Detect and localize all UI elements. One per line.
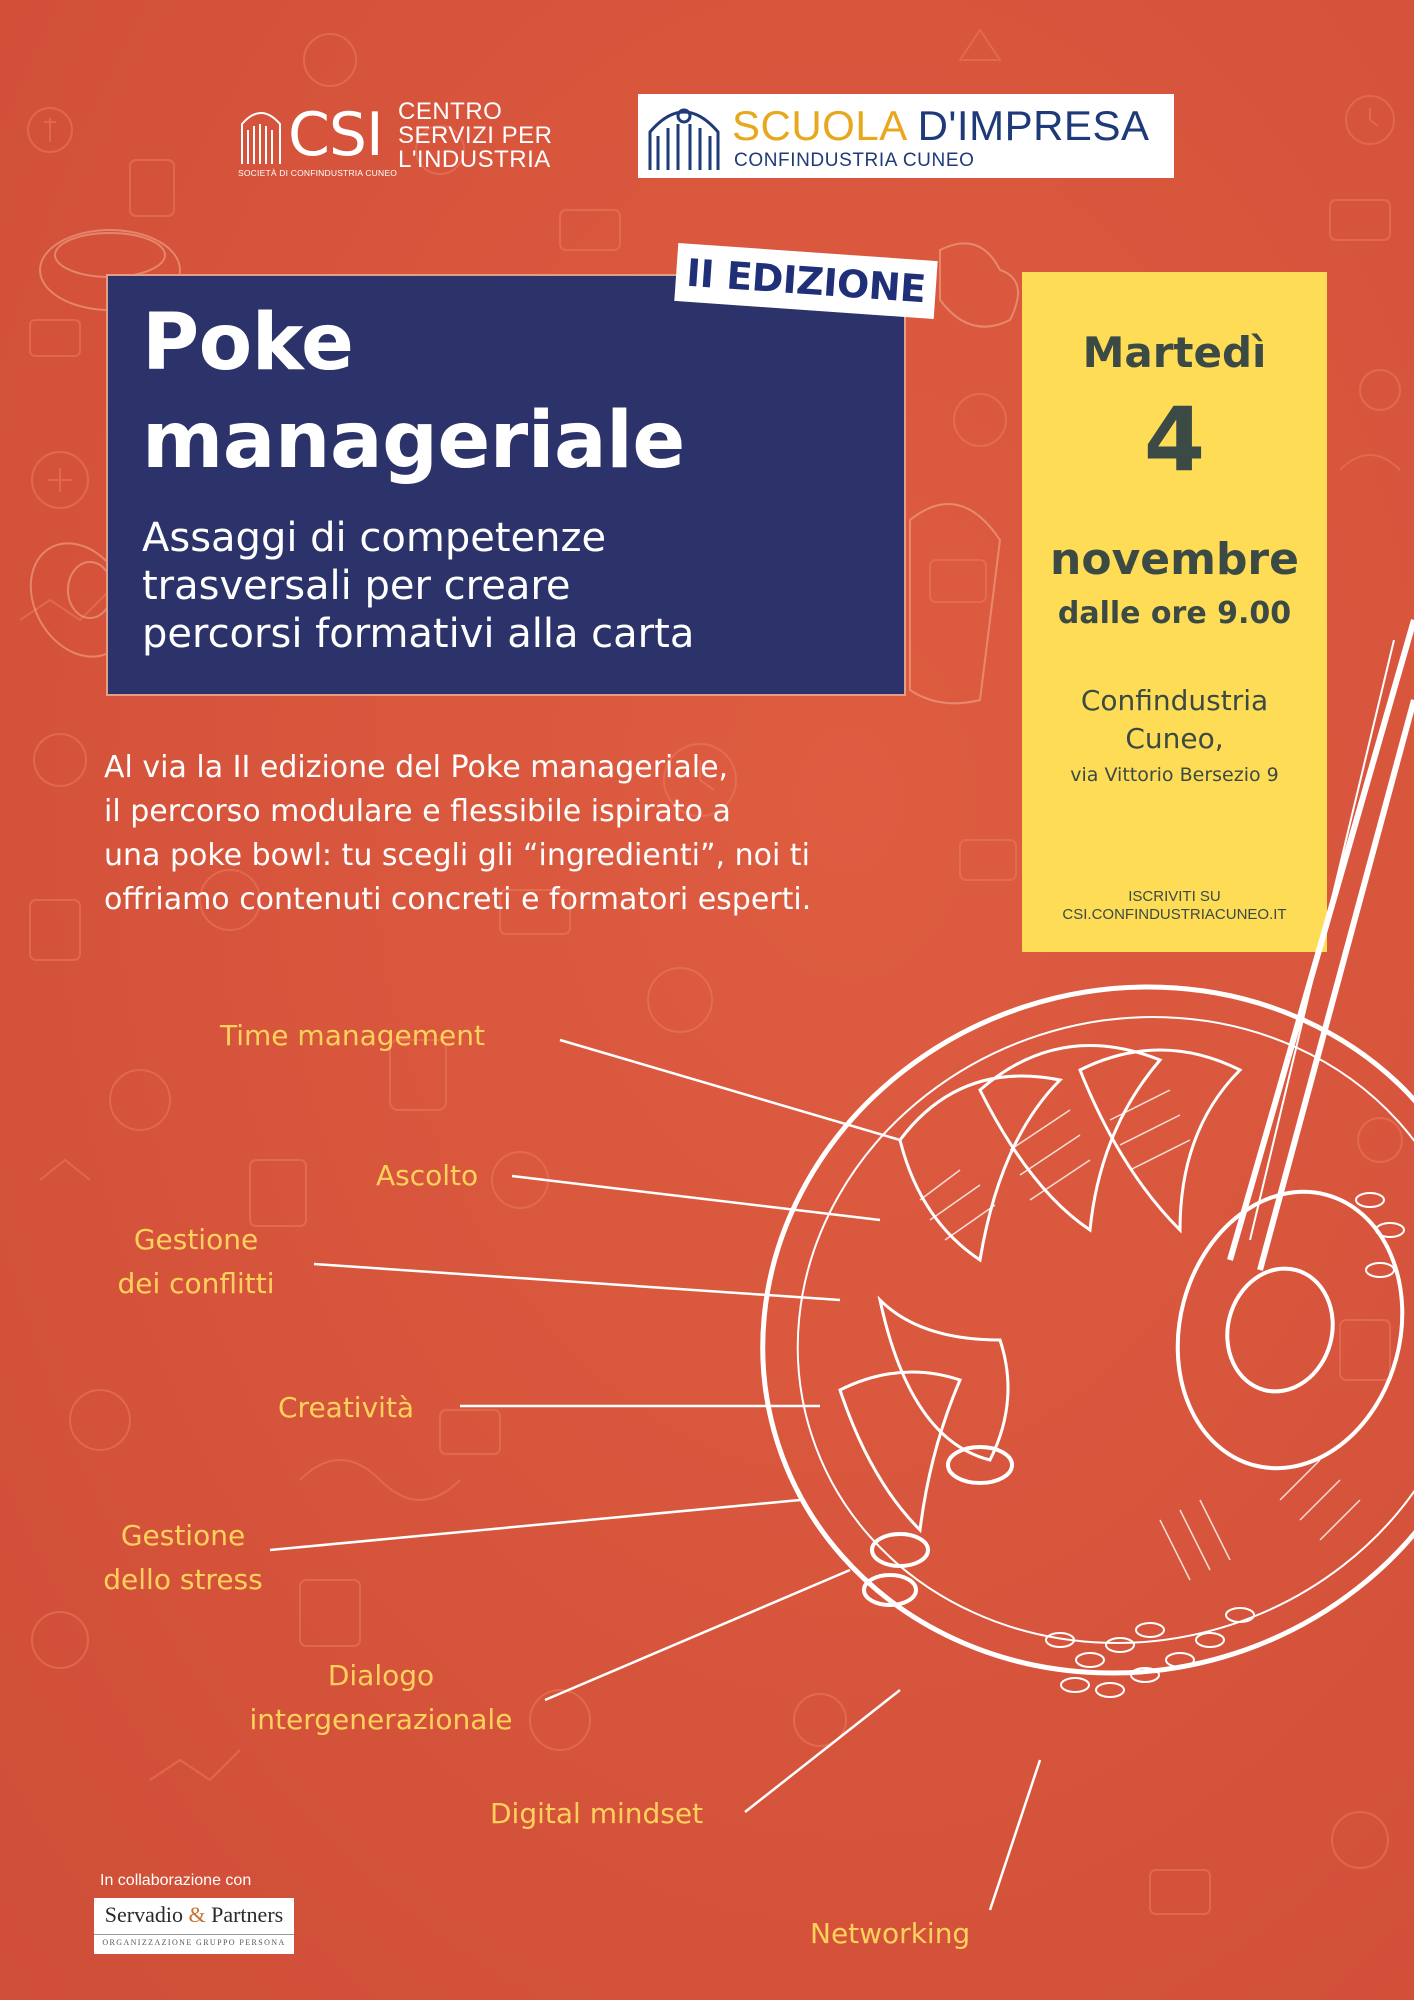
scuola-title-part: D'IMPRESA: [917, 102, 1150, 149]
intro-line: offriamo contenuti concreti e formatori esperti.: [104, 882, 812, 917]
csi-mark: CSI: [288, 100, 383, 170]
ingredient-label: Digital mindset: [490, 1797, 704, 1830]
scuola-title-part: SCUOLA: [732, 102, 918, 149]
csi-line: L'INDUSTRIA: [398, 146, 551, 173]
collab-name-part: Partners: [205, 1902, 284, 1927]
ingredient-label: Time management: [220, 1019, 485, 1052]
csi-line: SERVIZI PER: [398, 122, 553, 149]
collab-name: [94, 1902, 294, 1928]
ingredient-label: [226, 1654, 536, 1742]
ingredient-label: Ascolto: [376, 1159, 479, 1192]
title-line: Poke: [142, 298, 354, 388]
ingredient-label-line: intergenerazionale: [249, 1703, 513, 1736]
ingredient-label-line: Dialogo: [327, 1659, 435, 1692]
title-line: manageriale: [142, 396, 685, 486]
subtitle-line: Assaggi di competenze: [142, 515, 607, 561]
scuola-subtitle: CONFINDUSTRIA CUNEO: [734, 150, 975, 171]
registration-label: ISCRIVITI SU: [1128, 888, 1221, 905]
collab-ampersand: &: [188, 1902, 206, 1927]
csi-line: CENTRO: [398, 98, 503, 125]
intro-line: il percorso modulare e flessibile ispirato a: [104, 794, 731, 829]
ingredient-label: Creatività: [278, 1391, 415, 1424]
event-time: dalle ore 9.00: [1057, 596, 1292, 631]
servadio-partners-logo: [94, 1898, 294, 1954]
ingredient-label: [88, 1514, 278, 1602]
ingredient-label-line: dello stress: [103, 1563, 263, 1596]
ingredient-label-line: dei conflitti: [117, 1267, 275, 1300]
subtitle-line: trasversali per creare: [142, 563, 571, 609]
intro-line: una poke bowl: tu scegli gli “ingredienti”, noi ti: [104, 838, 810, 873]
event-month: novembre: [1050, 534, 1299, 585]
event-date-number: 4: [1143, 388, 1206, 491]
subtitle-line: percorsi formativi alla carta: [142, 611, 695, 657]
edition-badge-text: II EDIZIONE: [685, 250, 927, 312]
collab-subtitle: ORGANIZZAZIONE GRUPPO PERSONA: [94, 1934, 294, 1947]
ingredient-label: [104, 1218, 288, 1306]
ingredient-label: Networking: [810, 1917, 971, 1950]
ingredient-label-line: Gestione: [120, 1519, 246, 1552]
registration-link[interactable]: CSI.CONFINDUSTRIACUNEO.IT: [1062, 906, 1287, 923]
intro-line: Al via la II edizione del Poke manageriale,: [104, 750, 729, 785]
event-place: Confindustria Cuneo,: [1080, 684, 1269, 755]
ingredient-label-line: Gestione: [133, 1223, 259, 1256]
event-address: via Vittorio Bersezio 9: [1070, 764, 1279, 786]
collaboration-label: In collaborazione con: [100, 1872, 252, 1889]
collab-name-part: Servadio: [104, 1902, 189, 1927]
event-day: Martedì: [1082, 328, 1267, 377]
csi-subtitle: SOCIETÀ DI CONFINDUSTRIA CUNEO: [238, 168, 398, 178]
